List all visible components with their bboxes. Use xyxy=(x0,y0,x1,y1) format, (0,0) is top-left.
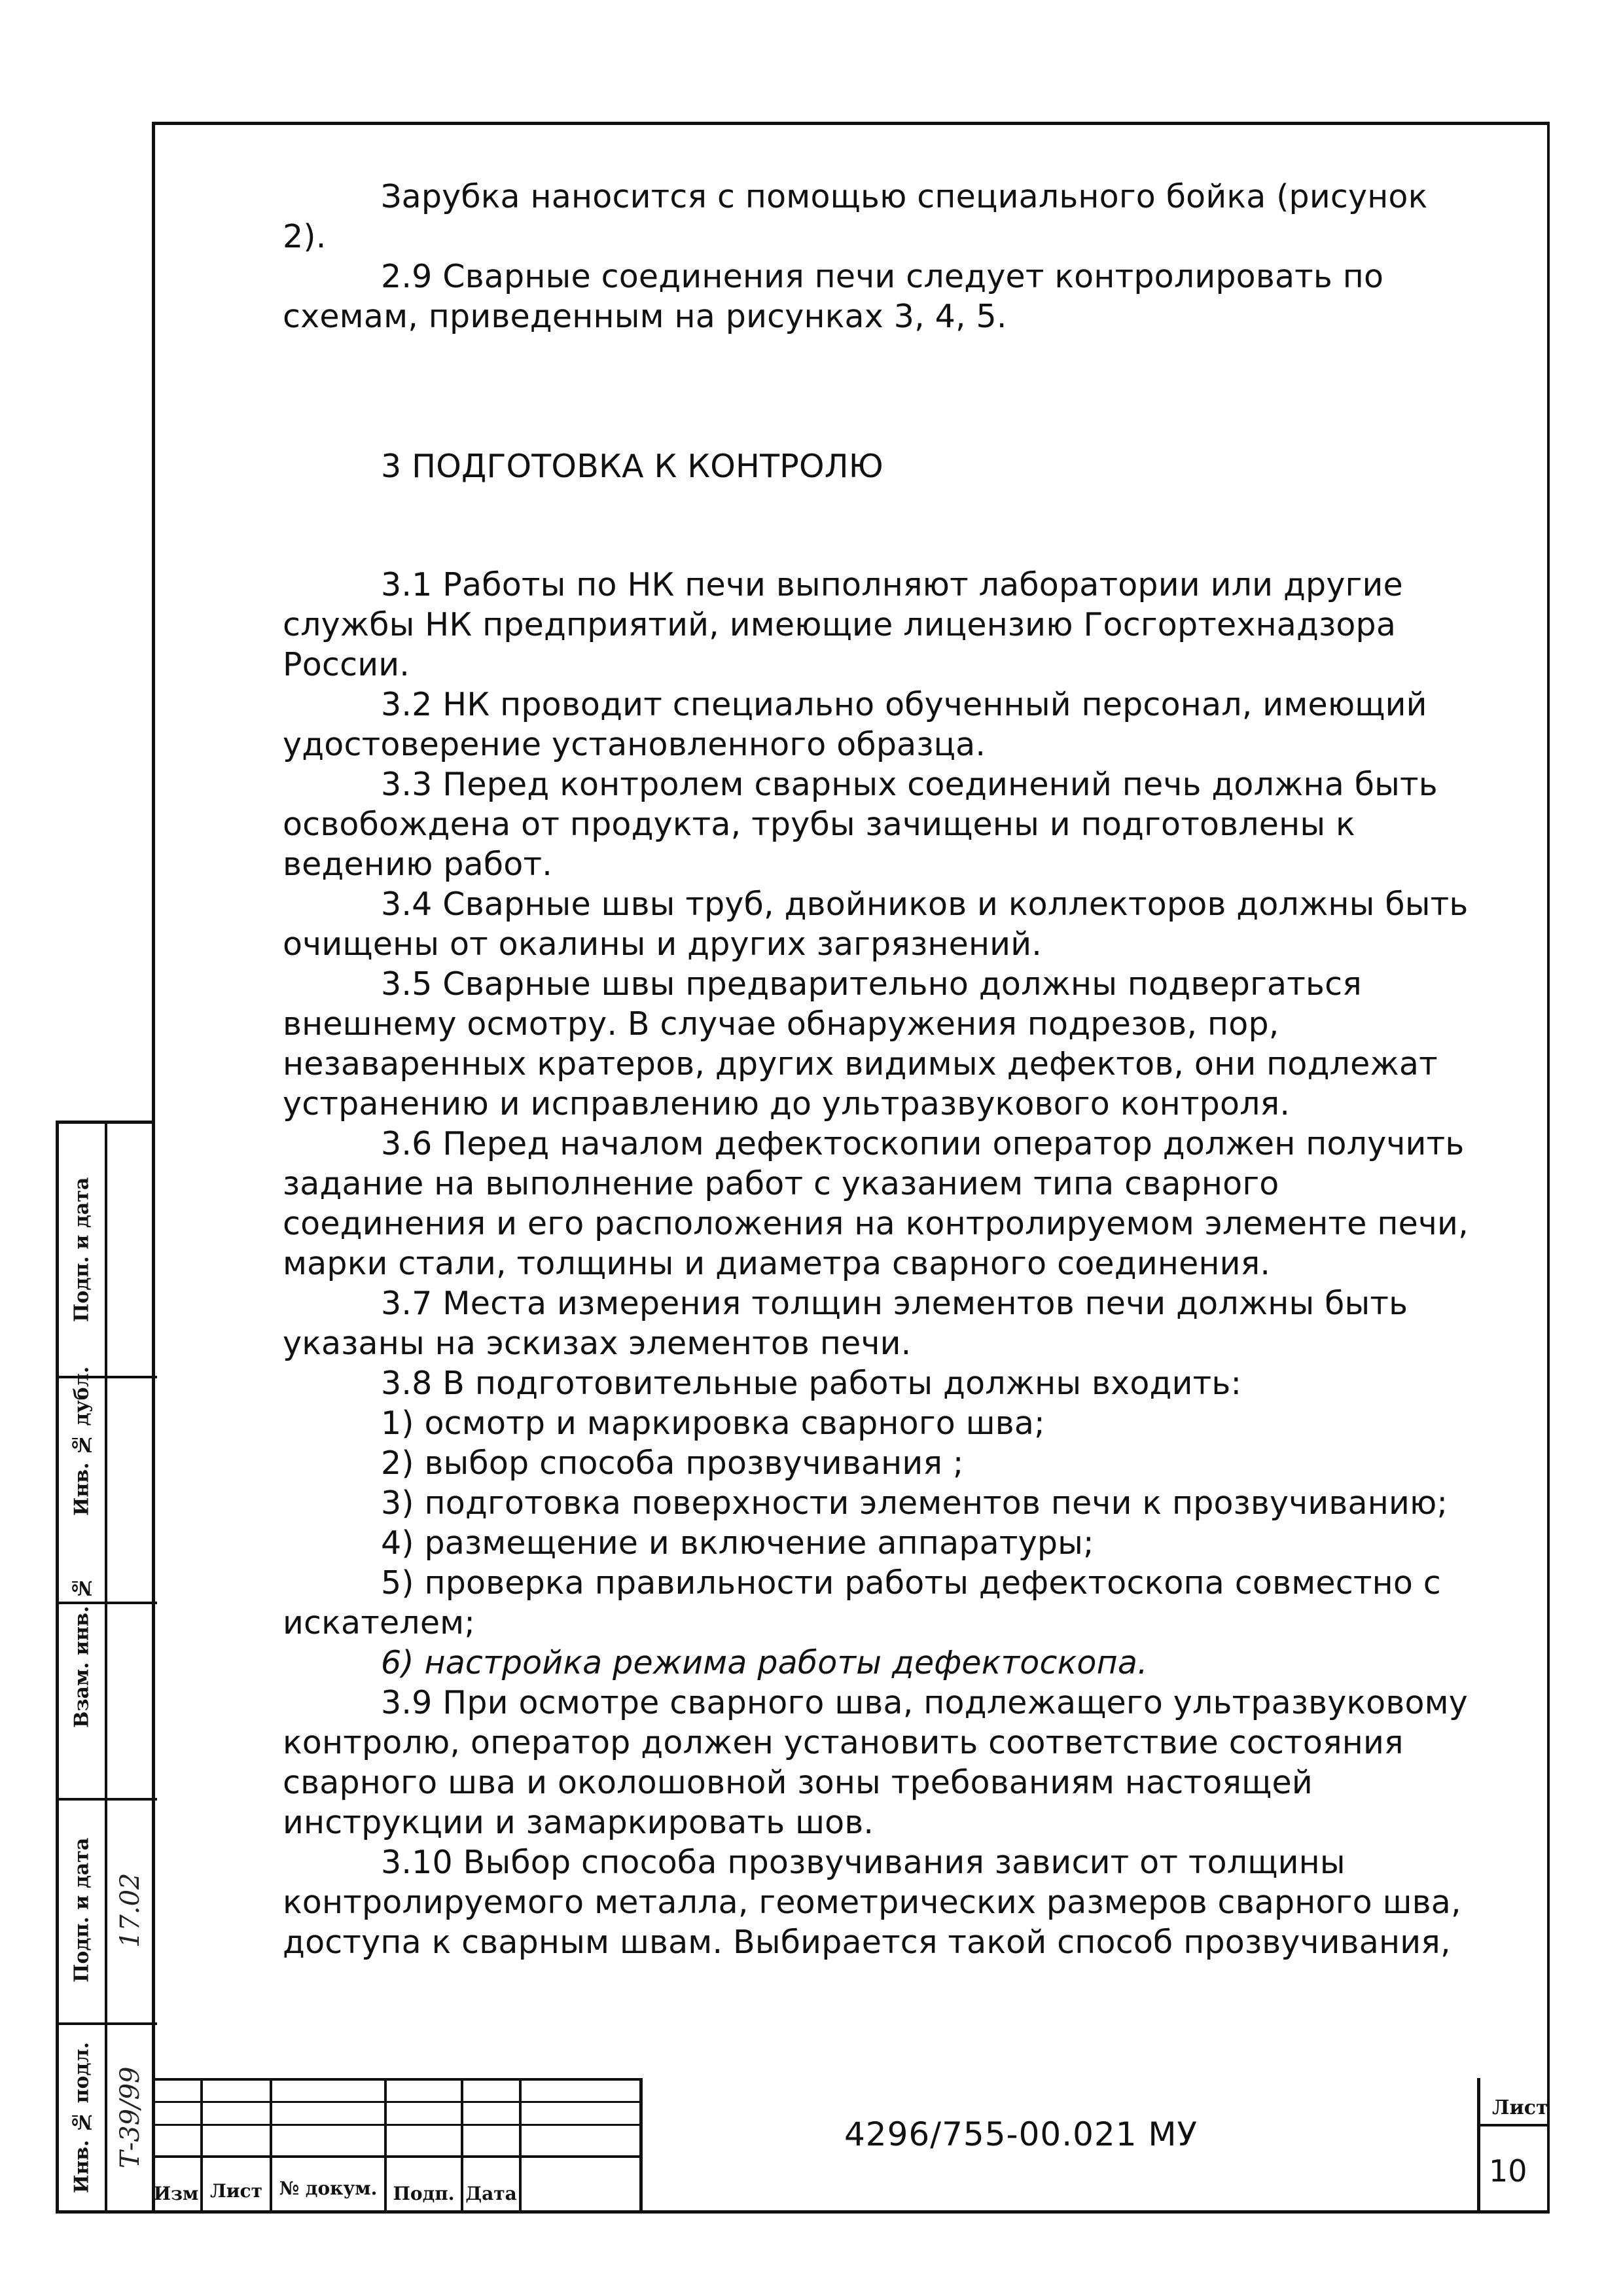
paragraph-3-8: 3.8 В подготовительные работы должны входить: xyxy=(381,1365,1242,1402)
paragraph-3-7: 3.7 Места измерения толщин элементов печи должны быть указаны на эскизах элементов печи. xyxy=(283,1285,1408,1362)
side-stamp xyxy=(56,1121,154,2214)
paragraph-3-9: 3.9 При осмотре сварного шва, подлежащего ультразвуковому контролю, оператор должен установить соответствие состояния сварного шва и околошовной зоны требованиям настоящей инструкции и замаркировать шов. xyxy=(283,1684,1468,1841)
paragraph-3-2: 3.2 НК проводит специально обученный персонал, имеющий удостоверение установленного образца. xyxy=(283,686,1427,763)
list-item: 2) выбор способа прозвучивания ; xyxy=(381,1444,964,1482)
list-item: 4) размещение и включение аппаратуры; xyxy=(381,1524,1094,1562)
title-block-col-data: Дата xyxy=(465,2183,517,2204)
paragraph-3-1: 3.1 Работы по НК печи выполняют лаборатории или другие службы НК предприятий, имеющие лицензию Госгортехнадзора России. xyxy=(283,566,1403,683)
title-block-col-podp: Подп. xyxy=(393,2183,455,2204)
title-block-col-list: Лист xyxy=(210,2180,262,2202)
title-block-col-dokum: № докум. xyxy=(279,2178,378,2199)
list-item: 3) подготовка поверхности элементов печи к прозвучиванию; xyxy=(381,1484,1448,1522)
paragraph-3-4: 3.4 Сварные швы труб, двойников и коллекторов должны быть очищены от окалины и других загрязнений. xyxy=(283,886,1469,963)
stamp-label-podp-data-2: Подп. и дата xyxy=(70,1837,94,1983)
sheet-number: 10 xyxy=(1489,2153,1527,2189)
paragraph-3-6: 3.6 Перед началом дефектоскопии оператор должен получить задание на выполнение работ с указанием типа сварного соединения и его расположения на контролируемом элементе печи, марки стали, толщины и диаметра сварного соединения. xyxy=(283,1125,1469,1282)
stamp-label-inv-dubl: Инв. № дубл. xyxy=(70,1366,94,1516)
paragraph-3-10: 3.10 Выбор способа прозвучивания зависит от толщины контролируемого металла, геометрических размеров сварного шва, доступа к сварным швам. Выбирается такой способ прозвучивания, xyxy=(283,1844,1461,1961)
list-item: 1) осмотр и маркировка сварного шва; xyxy=(381,1405,1045,1442)
handwritten-inv-number: Т-39/99 xyxy=(115,2066,145,2168)
paragraph-3-3: 3.3 Перед контролем сварных соединений печь должна быть освобождена от продукта, трубы зачищены и подготовлены к ведению работ. xyxy=(283,766,1438,883)
stamp-label-vzam-inv: Взам. инв. № xyxy=(70,1576,94,1729)
stamp-label-podp-data: Подп. и дата xyxy=(70,1177,94,1323)
stamp-label-inv-podl: Инв. № подл. xyxy=(70,2041,94,2193)
paragraph-2-9: 2.9 Сварные соединения печи следует контролировать по схемам, приведенным на рисунках 3, 4, 5. xyxy=(283,258,1384,335)
document-number: 4296/755-00.021 МУ xyxy=(844,2115,1198,2153)
handwritten-date: 17.02 xyxy=(115,1873,145,1948)
sheet-label: Лист xyxy=(1492,2096,1548,2119)
document-body xyxy=(283,177,1480,1962)
list-item: 5) проверка правильности работы дефектоскопа совместно с искателем; xyxy=(283,1564,1441,1641)
title-block-col-izm: Изм xyxy=(153,2183,199,2204)
paragraph-continuation: Зарубка наносится с помощью специального бойка (рисунок 2). xyxy=(283,178,1428,255)
paragraph-3-5: 3.5 Сварные швы предварительно должны подвергаться внешнему осмотру. В случае обнаружения подрезов, пор, незаваренных кратеров, других видимых дефектов, они подлежат устранению и исправлению до ультразвукового контроля. xyxy=(283,965,1438,1122)
list-item: 6) настройка режима работы дефектоскопа. xyxy=(381,1644,1148,1681)
section-heading: 3 ПОДГОТОВКА К КОНТРОЛЮ xyxy=(381,448,883,485)
